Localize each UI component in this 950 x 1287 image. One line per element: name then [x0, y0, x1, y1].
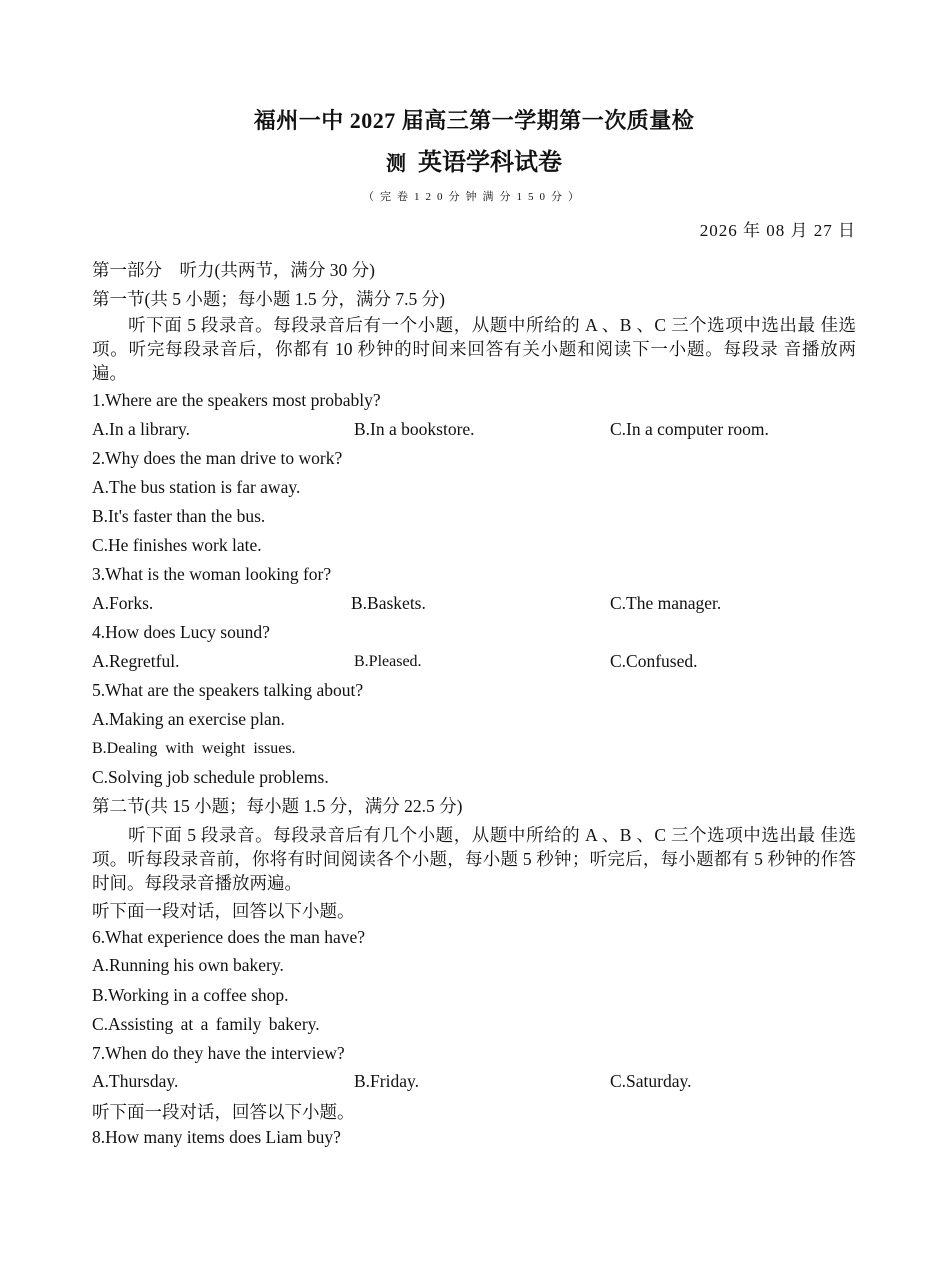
exam-title-line2 — [92, 142, 856, 177]
q8-stem: 8.How many items does Liam buy? — [92, 1127, 341, 1147]
q1-option-c: C.In a computer room. — [610, 419, 769, 439]
q7-stem: 7.When do they have the interview? — [92, 1043, 345, 1063]
section2-instructions: 听下面 5 段录音。每段录音后有几个小题，从题中所给的 A 、B 、C 三个选项中选出最 佳选项。听每段录音前，你将有时间阅读各个小题，每小题 5 秒钟；听完后，每小题都有 5 秒钟的作答时间。每段录音播放两遍。 — [92, 825, 856, 893]
q6-stem: 6.What experience does the man have? — [92, 927, 366, 947]
section1-instructions: 听下面 5 段录音。每段录音后有一个小题，从题中所给的 A 、B 、C 三个选项中选出最 佳选项。听完每段录音后，你都有 10 秒钟的时间来回答有关小题和阅读下一小题。每段录 音播放两遍。 — [92, 315, 856, 383]
q3-option-c: C.The manager. — [610, 593, 722, 613]
q2-stem: 2.Why does the man drive to work? — [92, 448, 343, 468]
q4-option-b: B.Pleased. — [354, 653, 422, 670]
q6-option-c: C.Assisting at a family bakery. — [92, 1014, 320, 1034]
q5-option-c: C.Solving job schedule problems. — [92, 767, 329, 787]
q3-option-b: B.Baskets. — [351, 593, 426, 613]
q4-option-c: C.Confused. — [610, 651, 698, 671]
q2-option-b: B.It's faster than the bus. — [92, 506, 266, 526]
section2-prompt-2: 听下面一段对话，回答以下小题。 — [92, 1102, 355, 1122]
exam-title-line2-prefix: 测 — [386, 153, 406, 175]
q2-option-a: A.The bus station is far away. — [92, 477, 301, 497]
q5-option-a: A.Making an exercise plan. — [92, 709, 285, 729]
exam-duration-score: （完卷120分钟满分150分） — [363, 191, 585, 203]
q5-stem: 5.What are the speakers talking about? — [92, 680, 364, 700]
section2-prompt-1: 听下面一段对话，回答以下小题。 — [92, 901, 355, 921]
q7-option-a: A.Thursday. — [92, 1071, 179, 1091]
q1-option-b: B.In a bookstore. — [354, 419, 475, 439]
q4-stem: 4.How does Lucy sound? — [92, 622, 270, 642]
q2-option-c: C.He finishes work late. — [92, 535, 262, 555]
q5-option-b: B.Dealing with weight issues. — [92, 740, 296, 757]
section2-heading: 第二节(共 15 小题；每小题 1.5 分，满分 22.5 分) — [92, 796, 463, 816]
q6-option-b: B.Working in a coffee shop. — [92, 985, 289, 1005]
q6-option-a: A.Running his own bakery. — [92, 955, 284, 975]
exam-date: 2026 年 08 月 27 日 — [699, 221, 856, 240]
q7-option-c: C.Saturday. — [610, 1071, 692, 1091]
q3-stem: 3.What is the woman looking for? — [92, 564, 332, 584]
exam-subject-title: 英语学科试卷 — [418, 150, 562, 176]
part1-heading: 第一部分 听力(共两节，满分 30 分) — [92, 260, 375, 280]
q3-option-a: A.Forks. — [92, 593, 154, 613]
q7-option-b: B.Friday. — [354, 1071, 419, 1091]
q1-option-a: A.In a library. — [92, 419, 190, 439]
q4-option-a: A.Regretful. — [92, 651, 180, 671]
exam-title-line1: 福州一中 2027 届高三第一学期第一次质量检 — [253, 108, 695, 133]
q1-stem: 1.Where are the speakers most probably? — [92, 390, 381, 410]
section1-heading: 第一节(共 5 小题；每小题 1.5 分，满分 7.5 分) — [92, 289, 445, 309]
